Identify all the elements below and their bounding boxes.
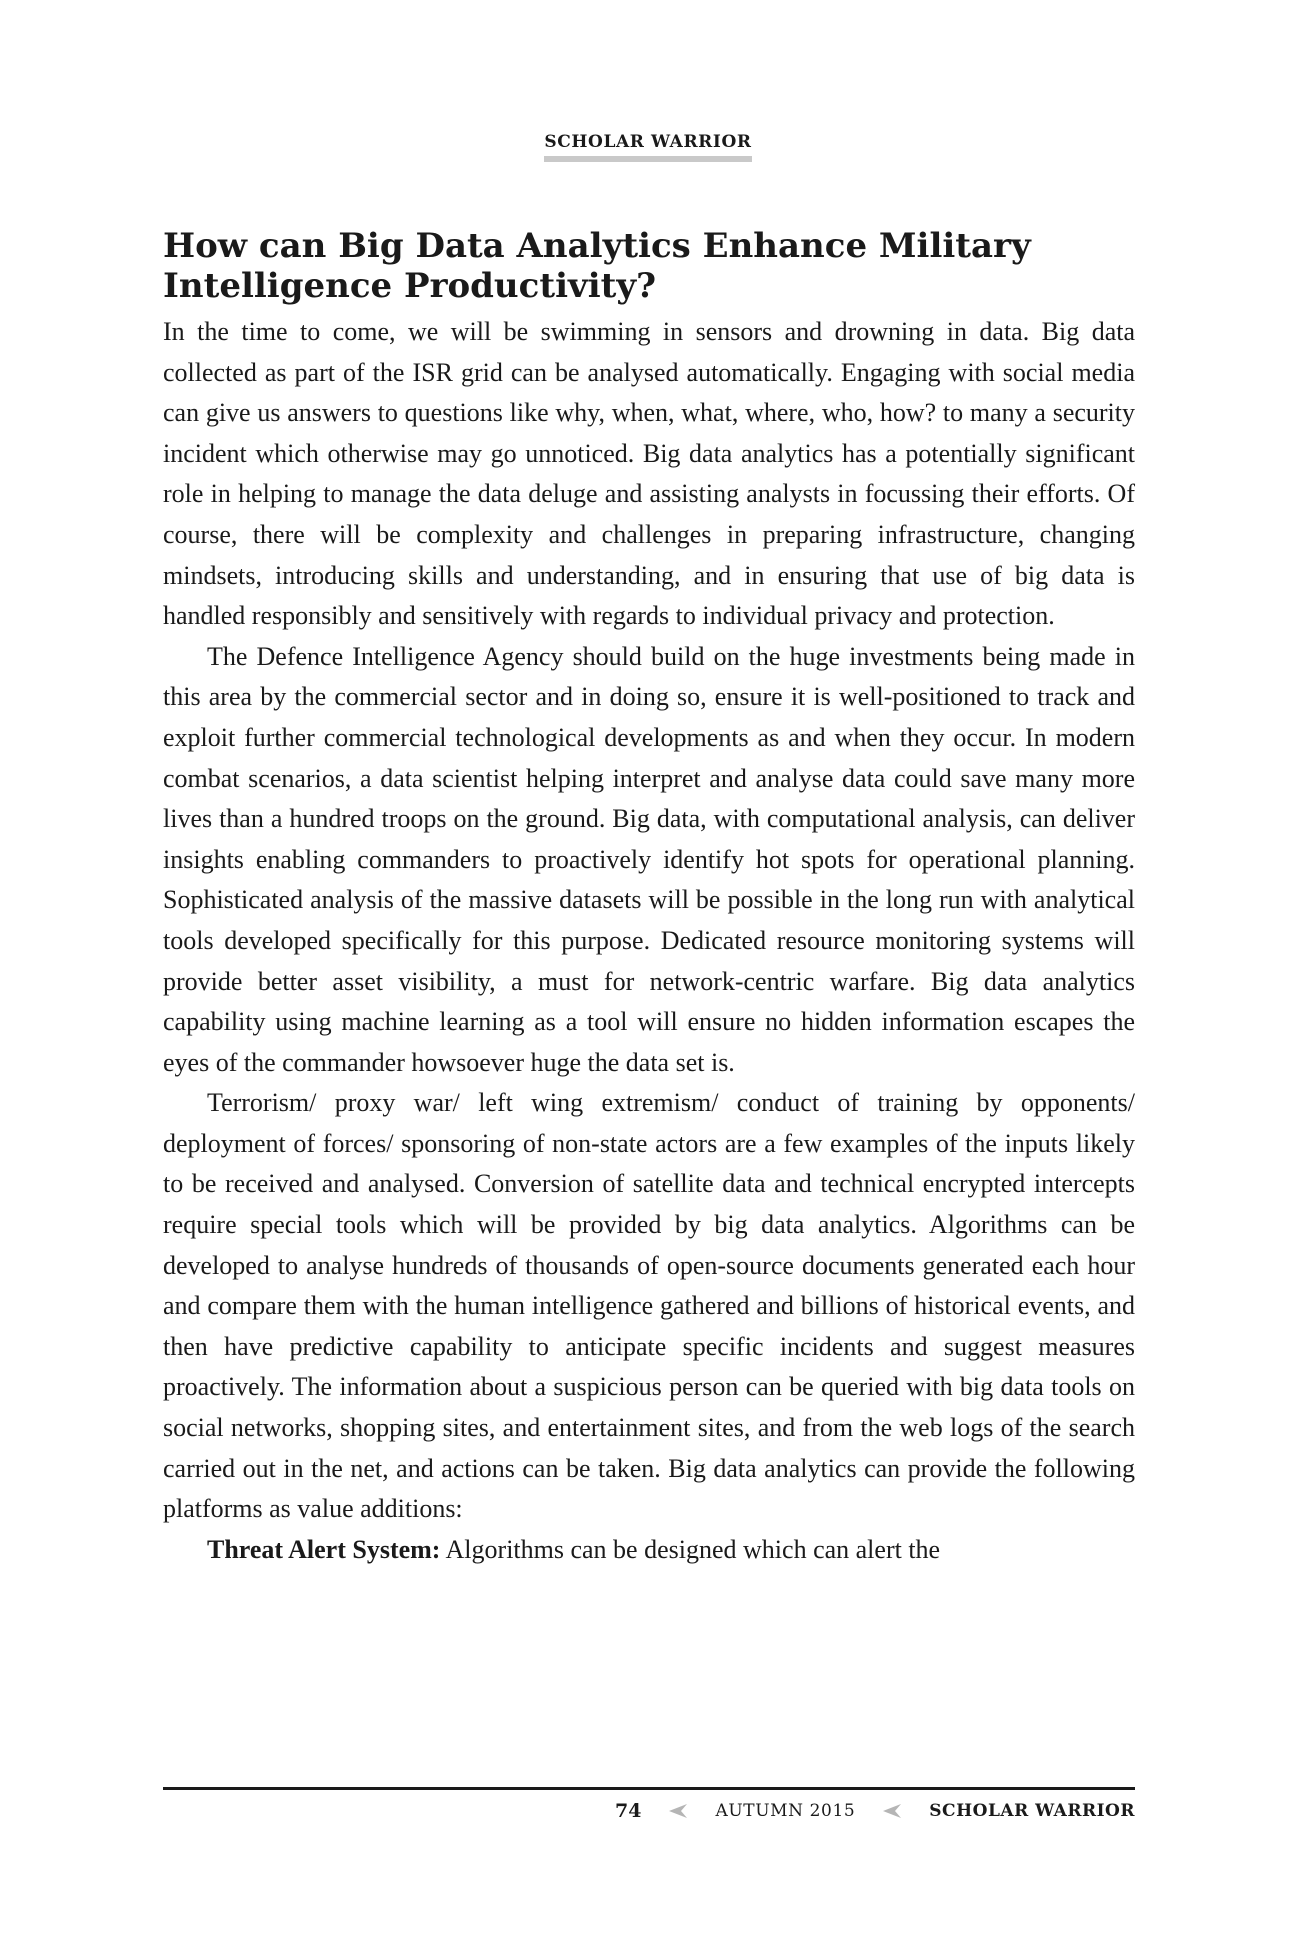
- left-arrow-icon: [669, 1804, 687, 1818]
- issue-season: AUTUMN 2015: [715, 1801, 856, 1821]
- paragraph: The Defence Intelligence Agency should build on the huge investments being made in this area by the commercial sector and in doing so, ensure it is well-positioned to track and exploit further commercial technological developments as and when they occur. In modern combat scenarios, a data scientist helping interpret and analyse data could save many more lives than a hundred troops on the ground. Big data, with computational analysis, can deliver insights enabling commanders to proactively identify hot spots for operational planning. Sophisticated analysis of the massive datasets will be possible in the long run with analytical tools developed specifically for this purpose. Dedicated resource monitoring systems will provide better asset visibility, a must for network-centric warfare. Big data analytics capability using machine learning as a tool will ensure no hidden information escapes the eyes of the commander howsoever huge the data set is.: [163, 641, 1135, 1077]
- article-body: [163, 226, 1135, 1570]
- journal-name: SCHOLAR WARRIOR: [929, 1801, 1135, 1821]
- paragraph-text: Algorithms can be designed which can alert the: [440, 1534, 941, 1564]
- paragraph: Terrorism/ proxy war/ left wing extremism/ conduct of training by opponents/ deployment of forces/ sponsoring of non-state actors are a few examples of the inputs likely to be received and analysed. Conversion of satellite data and technical encrypted intercepts require special tools which will be provided by big data analytics. Algorithms can be developed to analyse hundreds of thousands of open-source documents generated each hour and compare them with the human intelligence gathered and billions of historical events, and then have predictive capability to anticipate specific incidents and suggest measures proactively. The information about a suspicious person can be queried with big data tools on social networks, shopping sites, and entertainment sites, and from the web logs of the search carried out in the net, and actions can be taken. Big data analytics can provide the following platforms as value additions:: [163, 1088, 1135, 1524]
- running-head: [0, 132, 1296, 162]
- running-head-title: SCHOLAR WARRIOR: [544, 132, 751, 162]
- paragraph-lead-term: Threat Alert System:: [207, 1534, 441, 1564]
- page-number: 74: [615, 1800, 642, 1822]
- section-heading: How can Big Data Analytics Enhance Military Intelligence Productivity?: [163, 226, 1031, 306]
- footer-rule: [163, 1787, 1135, 1790]
- left-arrow-icon: [883, 1804, 901, 1818]
- page-footer: [615, 1800, 1135, 1822]
- paragraph-threat-alert: [163, 1530, 1135, 1571]
- paragraph: In the time to come, we will be swimming in sensors and drowning in data. Big data collected as part of the ISR grid can be analysed automatically. Engaging with social media can give us answers to questions like why, when, what, where, who, how? to many a security incident which otherwise may go unnoticed. Big data analytics has a potentially significant role in helping to manage the data deluge and assisting analysts in focussing their efforts. Of course, there will be complexity and challenges in preparing infrastructure, changing mindsets, introducing skills and understanding, and in ensuring that use of big data is handled responsibly and sensitively with regards to individual privacy and protection.: [163, 317, 1135, 631]
